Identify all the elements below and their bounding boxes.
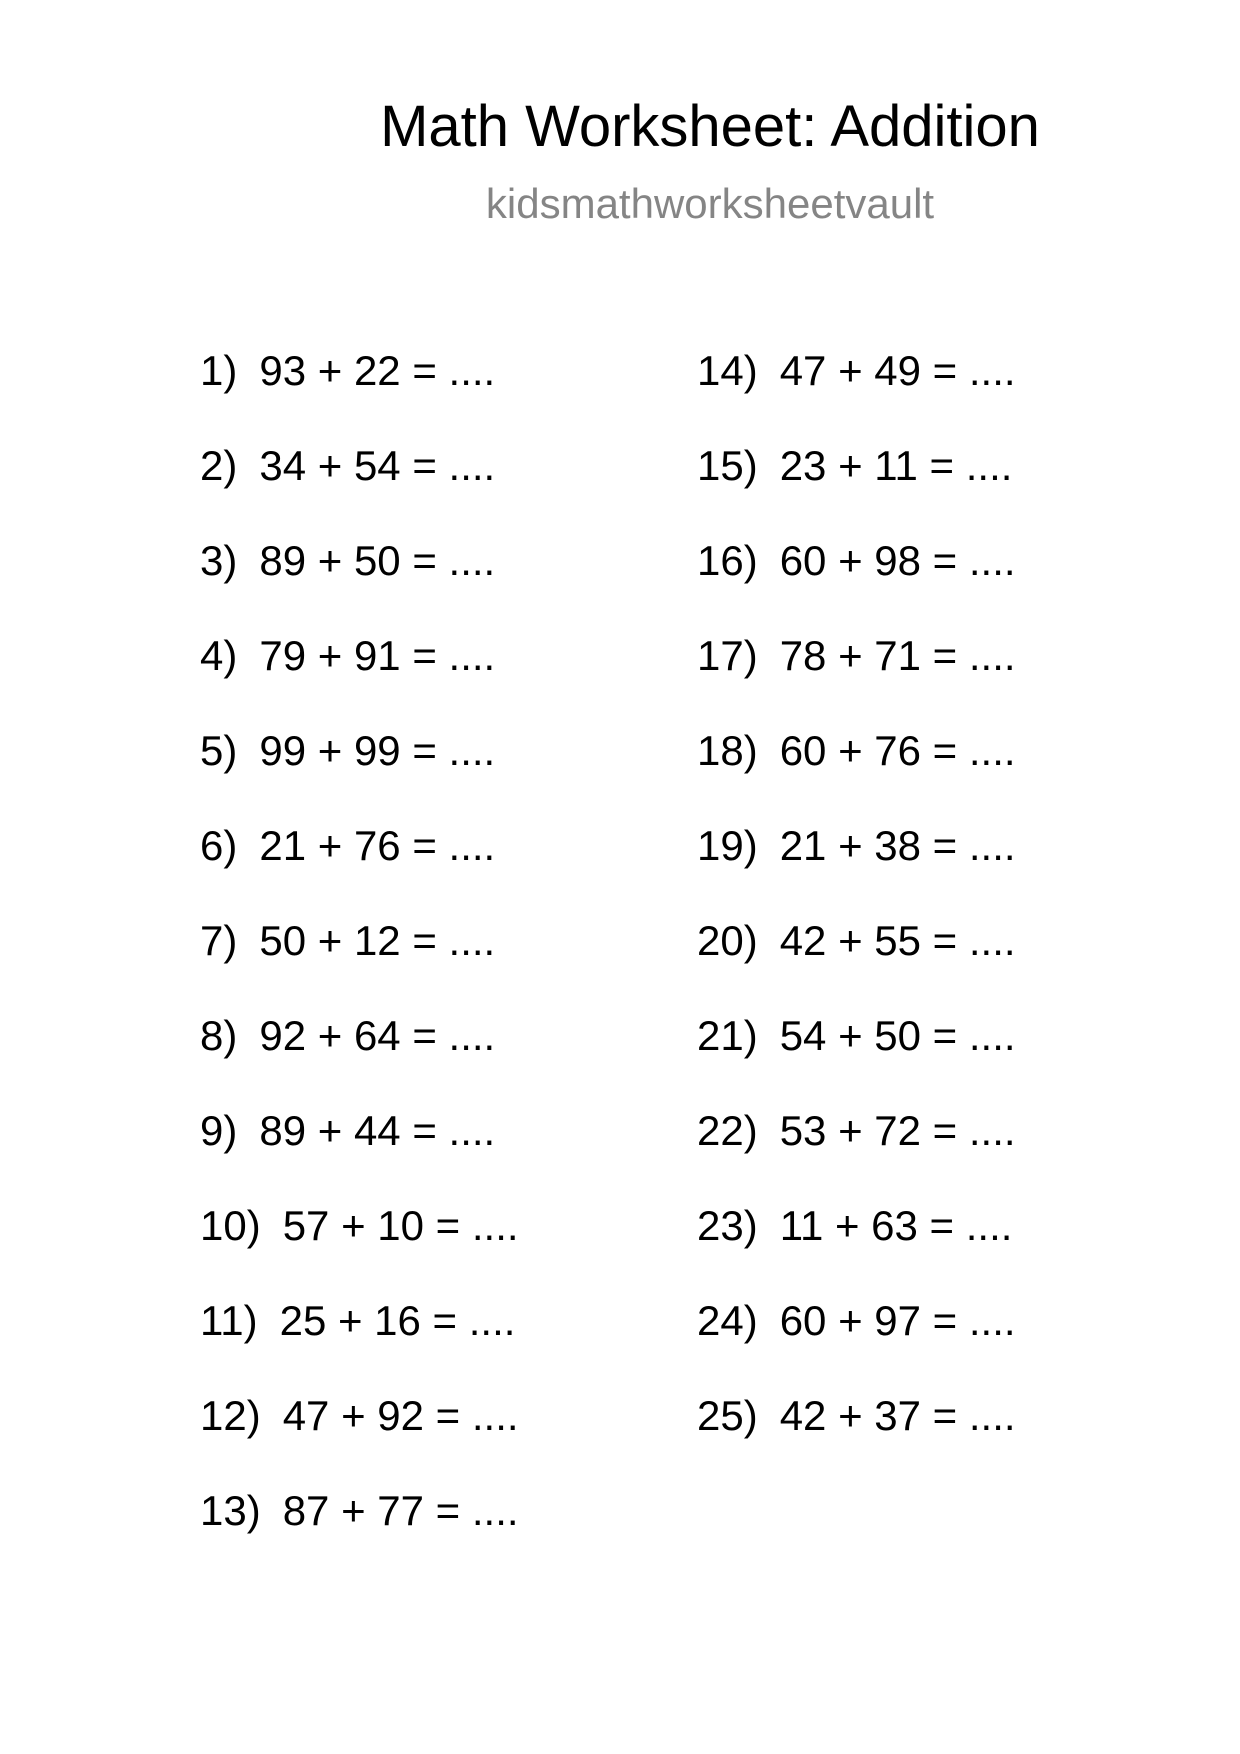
problem-number: 16)	[697, 537, 758, 584]
problem-item	[697, 1107, 1016, 1205]
problem-item	[697, 1202, 1016, 1300]
problem-item	[200, 917, 519, 1015]
problem-number: 8)	[200, 1012, 238, 1059]
problem-expression: 21 + 38 = ....	[779, 822, 1016, 869]
problem-expression: 92 + 64 = ....	[259, 1012, 496, 1059]
problem-number: 4)	[200, 632, 238, 679]
problem-expression: 78 + 71 = ....	[779, 632, 1016, 679]
problem-item	[200, 632, 519, 730]
problem-item	[200, 1202, 519, 1300]
problem-expression: 34 + 54 = ....	[259, 442, 496, 489]
problem-number: 15)	[697, 442, 758, 489]
problem-number: 19)	[697, 822, 758, 869]
problem-expression: 25 + 16 = ....	[279, 1297, 516, 1344]
problem-expression: 89 + 44 = ....	[259, 1107, 496, 1154]
problem-expression: 42 + 37 = ....	[779, 1392, 1016, 1439]
problem-expression: 57 + 10 = ....	[282, 1202, 519, 1249]
problem-number: 2)	[200, 442, 238, 489]
problem-number: 20)	[697, 917, 758, 964]
problem-number: 17)	[697, 632, 758, 679]
problem-item	[697, 822, 1016, 920]
problem-expression: 60 + 98 = ....	[779, 537, 1016, 584]
page-subtitle: kidsmathworksheetvault	[485, 180, 935, 227]
problem-number: 24)	[697, 1297, 758, 1344]
problem-expression: 89 + 50 = ....	[259, 537, 496, 584]
problem-item	[697, 537, 1016, 635]
problem-expression: 47 + 92 = ....	[282, 1392, 519, 1439]
problem-number: 13)	[200, 1487, 261, 1534]
problem-item	[697, 1012, 1016, 1110]
problem-number: 11)	[200, 1297, 258, 1344]
problem-expression: 79 + 91 = ....	[259, 632, 496, 679]
problem-number: 6)	[200, 822, 238, 869]
problem-expression: 54 + 50 = ....	[779, 1012, 1016, 1059]
problem-expression: 42 + 55 = ....	[779, 917, 1016, 964]
problem-expression: 53 + 72 = ....	[779, 1107, 1016, 1154]
problem-item	[200, 1392, 519, 1490]
problem-item	[697, 632, 1016, 730]
problem-number: 3)	[200, 537, 238, 584]
problem-item	[697, 917, 1016, 1015]
problem-expression: 21 + 76 = ....	[259, 822, 496, 869]
problem-number: 10)	[200, 1202, 261, 1249]
problem-item	[200, 1107, 519, 1205]
problem-number: 7)	[200, 917, 238, 964]
problem-column-left	[200, 347, 519, 1585]
problem-item	[697, 1392, 1016, 1490]
problem-number: 18)	[697, 727, 758, 774]
problem-expression: 11 + 63 = ....	[779, 1202, 1013, 1249]
problem-item	[200, 1012, 519, 1110]
problem-item	[697, 727, 1016, 825]
problem-number: 25)	[697, 1392, 758, 1439]
problem-number: 5)	[200, 727, 238, 774]
problem-number: 23)	[697, 1202, 758, 1249]
problem-column-right	[697, 347, 1016, 1490]
problem-expression: 23 + 11 = ....	[779, 442, 1013, 489]
problem-expression: 60 + 97 = ....	[779, 1297, 1016, 1344]
problem-item	[200, 442, 519, 540]
problem-expression: 50 + 12 = ....	[259, 917, 496, 964]
problem-item	[200, 727, 519, 825]
problem-number: 14)	[697, 347, 758, 394]
problem-item	[697, 1297, 1016, 1395]
problem-item	[697, 442, 1016, 540]
problem-expression: 99 + 99 = ....	[259, 727, 496, 774]
problem-expression: 47 + 49 = ....	[779, 347, 1016, 394]
problem-number: 21)	[697, 1012, 758, 1059]
problem-item	[200, 347, 519, 445]
problem-number: 9)	[200, 1107, 238, 1154]
problem-number: 12)	[200, 1392, 261, 1439]
problem-item	[200, 1297, 519, 1395]
problem-expression: 87 + 77 = ....	[282, 1487, 519, 1534]
problem-item	[200, 537, 519, 635]
problem-expression: 93 + 22 = ....	[259, 347, 496, 394]
problem-item	[200, 1487, 519, 1585]
problem-item	[200, 822, 519, 920]
problem-item	[697, 347, 1016, 445]
problem-expression: 60 + 76 = ....	[779, 727, 1016, 774]
page-title: Math Worksheet: Addition	[380, 94, 1040, 159]
problem-number: 22)	[697, 1107, 758, 1154]
problem-number: 1)	[200, 347, 238, 394]
